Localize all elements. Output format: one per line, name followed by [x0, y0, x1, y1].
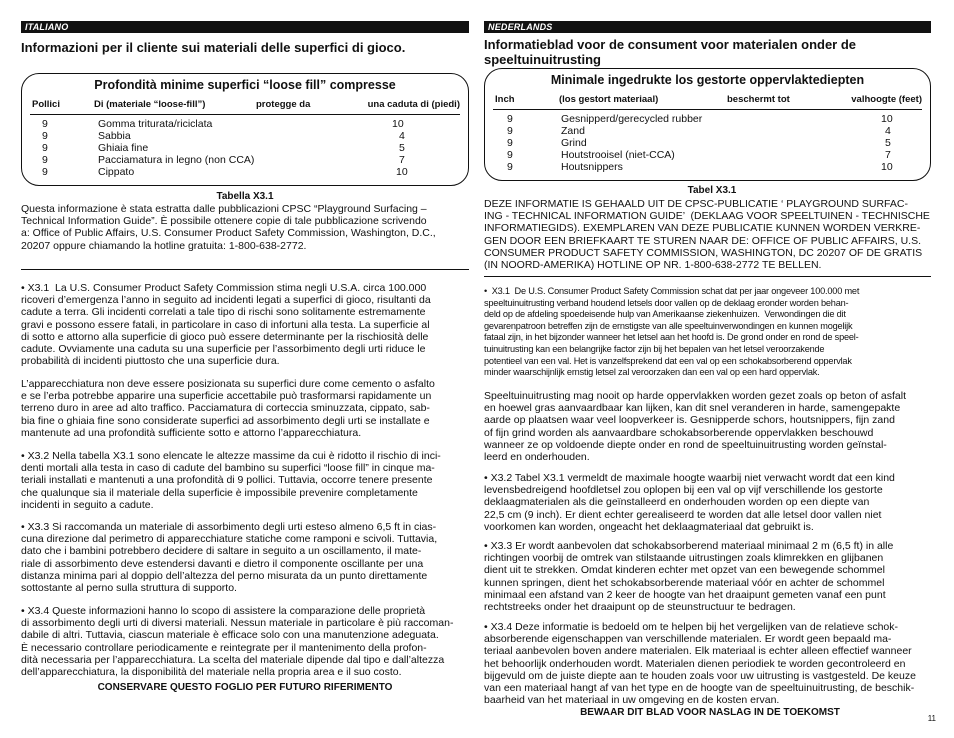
table-body	[495, 113, 920, 173]
section-divider	[21, 269, 469, 270]
cell-material: Ghiaia fine	[98, 142, 149, 154]
cell-material: Grind	[561, 137, 587, 149]
table-title: Profondità minime superfici “loose fill” compresse	[94, 78, 396, 92]
table-divider	[493, 109, 922, 110]
cell-material: Houtsnippers	[561, 161, 623, 173]
cell-feet: 7	[885, 149, 891, 161]
paragraph-x3-4: • X3.4 Queste informazioni hanno lo scopo di assistere la comparazione delle proprietà di assorbimento degli urti di diversi materiali. Nessun materiale in particolare è più raccoman- dabile di altri. Tuttavia, ciascun materiale è efficace solo con una manutenzione adeguata. È necessario controllare periodicamente e reintegrate per il mantenimento della profon- dità necessaria per l’apparecchiatura. La scelta del materiale dipende dal tipo e dall’altezza dell’apparecchiatura, la disponibilità del materiale nella propria area e il suo costo.	[21, 605, 454, 679]
cell-material: Cippato	[98, 166, 135, 178]
table-row	[32, 130, 458, 142]
table-caption: Tabel X3.1	[687, 185, 737, 196]
paragraph-x3-3: • X3.3 Si raccomanda un materiale di assorbimento degli urti esteso almeno 6,5 ft in cias- cuna direzione dal perimetro di apparecchiature statiche come ramponi e scivoli. Tuttavia, dato che i bambini potrebbero decidere di saltare in seguito a un oscillamento, il mate- riale di assorbimento deve estendersi davanti e dietro il componente oscillante per una distanza minima pari al doppio dell’altezza del perno misurata da un punto direttamente sottostante al perno sulla struttura di supporto.	[21, 521, 438, 595]
cell-feet: 10	[881, 113, 893, 125]
table-row	[32, 142, 458, 154]
table-row	[495, 137, 920, 149]
cell-feet: 4	[885, 125, 891, 137]
table-title: Minimale ingedrukte los gestorte oppervlaktediepten	[550, 73, 865, 87]
col-header-inches: Inch	[495, 94, 515, 105]
col-header-height: valhoogte (feet)	[851, 94, 922, 105]
paragraph-x3-3: • X3.3 Er wordt aanbevolen dat schokabsorberend materiaal minimaal 2 m (6,5 ft) in alle richtingen voorbij de omtrek van stilstaande uitrustingen zoals klimrekken en glijbanen dient uit te strekken. Omdat kinderen echter met opzet van een bewegende schommel kunnen springen, dient het schokabsorberende materiaal vóór en achter de schommel minimaal een afstand van 2 keer de hoogte van het draaipunt gemeten vanaf een punt rechtstreeks onder het draaipunt op de steunstructuur te bedragen.	[484, 540, 894, 614]
cell-inches: 9	[42, 118, 48, 130]
table-row	[495, 161, 920, 173]
table-divider	[30, 114, 460, 115]
intro-text: Questa informazione è stata estratta dalle pubblicazioni CPSC “Playground Surfacing – Technical Information Guide”. È possibile ottenere copie di tale pubblicazione scrivendo a: Office of Public Affairs, U.S. Consumer Product Safety Commission, Washington, D.C., 20207 oppure chiamando la hotline gratuita: 1-800-638-2772.	[21, 203, 436, 252]
paragraph-x3-1: • X3.1 La U.S. Consumer Product Safety Commission stima negli U.S.A. circa 100.000 ricoveri d’emergenza l’anno in seguito ad incidenti legati a superfici di gioco, risultanti da cadute a terra. Gli incidenti correlati a tale tipo di rischi sono solitamente estremamente gravi e possono essere fatali, in particolare in caso di infortuni alla testa. La superficie al di sotto e attorno alla superficie di gioco può essere determinante per la rischiosità delle cadute. Ovviamente una caduta su una superficie per l’assorbimento degli urti riduce le probabilità di incidenti piuttosto che una superficie dura.	[21, 282, 431, 368]
cell-inches: 9	[42, 130, 48, 142]
cell-inches: 9	[507, 137, 513, 149]
cell-feet: 5	[399, 142, 405, 154]
col-header-height: una caduta di (piedi)	[367, 99, 460, 110]
cell-inches: 9	[507, 125, 513, 137]
col-header-protects: beschermt tot	[727, 94, 790, 105]
paragraph-x3-4: • X3.4 Deze informatie is bedoeld om te helpen bij het vergelijken van de relatieve schok- absorberende eigenschappen van verschillende materialen. Er wordt geen bepaald ma- teriaal aanbevolen boven andere materialen. Elk materiaal is echter alleen effectief wanneer het behoorlijk onderhouden wordt. Materialen dienen periodiek te worden gecontroleerd en bijgevuld om de juiste diepte aan te houden zoals voor uw uitrusting is vastgesteld. De keuze van een materiaal hangt af van het type en de hoogte van de speeltuinuitrusting, de beschik- baarheid van het materiaal in uw omgeving en de kosten ervan.	[484, 621, 916, 707]
table-row	[32, 154, 458, 166]
cell-inches: 9	[42, 154, 48, 166]
table-caption: Tabella X3.1	[216, 191, 274, 202]
cell-material: Gomma triturata/riciclata	[98, 118, 213, 130]
language-tag: NEDERLANDS	[484, 21, 931, 33]
cell-inches: 9	[507, 149, 513, 161]
cell-inches: 9	[42, 166, 48, 178]
cell-feet: 5	[885, 137, 891, 149]
col-header-inches: Pollici	[32, 99, 60, 110]
paragraph-x3-1: • X3.1 De U.S. Consumer Product Safety Commission schat dat per jaar ongeveer 100.000 met speeltuinuitrusting verband houdend letsels door vallen op de deklaag eronder worden behan- deld op de afdeling spoedeisende hulp van Amerikaanse ziekenhuizen. Verwondingen die dit gevarenpatroon betreffen zijn de ernstigste van alle speeltuinverwondingen en kunnen mogelijk fataal zijn, in het bijzonder wanneer het letsel aan het hoofd is. De grond onder en rond de speel- tuinuitrusting kan een belangrijke factor zijn bij het bepalen van het letsel veroorzakende potentieel van een val. Het is vanzelfsprekend dat een val op een schokabsorberend oppervlak minder waarschijnlijk ernstig letsel zal veroorzaken dan een val op een hard oppervlak.	[484, 286, 860, 378]
table-header	[493, 94, 922, 106]
page-number: 11	[927, 714, 936, 723]
table-body	[32, 118, 458, 178]
table-header	[30, 99, 460, 111]
cell-feet: 10	[396, 166, 408, 178]
col-header-material: Di (materiale “loose-fill”)	[94, 99, 206, 110]
depth-table-box	[484, 68, 931, 181]
table-row	[495, 113, 920, 125]
section-heading: Informazioni per il cliente sui materiali delle superfici di gioco.	[21, 40, 406, 55]
cell-material: Houtstrooisel (niet-CCA)	[561, 149, 675, 161]
paragraph-x3-2: • X3.2 Nella tabella X3.1 sono elencate le altezze massime da cui è ridotto il rischio di inci- denti mortali alla testa in caso di cadute del bambino su superfici “loose fill” in cinque ma- teriali installati e mantenuti a una profondità di 9 pollici. Tuttavia, occorre tenere presente che qualunque sia il materiale della superficie è impossibile prevenire completamente incidenti in seguito a cadute.	[21, 450, 441, 511]
cell-inches: 9	[42, 142, 48, 154]
cell-feet: 4	[399, 130, 405, 142]
cell-feet: 7	[399, 154, 405, 166]
footer-notice: CONSERVARE QUESTO FOGLIO PER FUTURO RIFERIMENTO	[97, 682, 393, 693]
intro-text: DEZE INFORMATIE IS GEHAALD UIT DE CPSC-PUBLICATIE ‘ PLAYGROUND SURFAC- ING - TECHNICAL INFORMATION GUIDE’ (DEKLAAG VOOR SPEELTUINEN - TECHNISCHE INFORMATIEGIDS). EXEMPLAREN VAN DEZE PUBLICATIE KUNNEN WORDEN VERKRE- GEN DOOR EEN BRIEFKAART TE STUREN NAAR DE: OFFICE OF PUBLIC AFFAIRS, U.S. CONSUMER PRODUCT SAFETY COMMISSION, WASHINGTON, DC 20207 OF DE GRATIS (IN NOORD-AMERIKA) HOTLINE OP NR. 1-800-638-2772 TE BELLEN.	[484, 198, 930, 272]
paragraph-surfaces: L’apparecchiatura non deve essere posizionata su superfici dure come cemento o asfalto e se l’erba potrebbe apparire una superficie accettabile può trasformarsi rapidamente un terreno duro in aree ad alto traffico. Pacciamatura di corteccia sminuzzata, cippato, sab- bia fine o ghiaia fine sono considerate superfici ad assorbimento degli urti se installate e mantenute ad una profondità sufficiente sotto e attorno l’apparecchiatura.	[21, 378, 435, 439]
col-header-protects: protegge da	[256, 99, 311, 110]
table-row	[495, 125, 920, 137]
depth-table-box	[21, 73, 469, 186]
footer-notice: BEWAAR DIT BLAD VOOR NASLAG IN DE TOEKOMST	[580, 707, 840, 718]
cell-material: Gesnipperd/gerecycled rubber	[561, 113, 703, 125]
cell-material: Sabbia	[98, 130, 131, 142]
cell-material: Pacciamatura in legno (non CCA)	[98, 154, 255, 166]
cell-inches: 9	[507, 161, 513, 173]
cell-material: Zand	[561, 125, 585, 137]
cell-feet: 10	[881, 161, 893, 173]
section-heading: Informatieblad voor de consument voor materialen onder de speeltuinuitrusting	[484, 37, 857, 67]
paragraph-x3-2: • X3.2 Tabel X3.1 vermeldt de maximale hoogte waarbij niet verwacht wordt dat een kind levensbedreigend hoofdletsel zou oplopen bij een val op vijf verschillende los gestorte deklaagmaterialen als die geïnstalleerd en onderhouden worden op een diepte van 22,5 cm (9 inch). Er dient echter gerealiseerd te worden dat alle letsel door vallen niet voorkomen kan worden, ongeacht het deklaagmateriaal dat gebruikt is.	[484, 472, 895, 533]
section-divider	[484, 276, 931, 277]
paragraph-surfaces: Speeltuinuitrusting mag nooit op harde oppervlakken worden gezet zoals op beton of asfalt en hoewel gras aanvaardbaar kan lijken, kan dit snel veranderen in harde, samengepakte aarde op plaatsen waar veel loopverkeer is. Gesnipperde schors, houtsnippers, fijn zand of fijn grind worden als aanvaardbare schokabsorberende oppervlakken beschouwd wanneer ze op voldoende diepte onder en rond de speeltuinuitrusting worden geïnstal- leerd en onderhouden.	[484, 390, 907, 464]
cell-inches: 9	[507, 113, 513, 125]
table-row	[495, 149, 920, 161]
language-tag: ITALIANO	[21, 21, 469, 33]
table-row	[32, 118, 458, 130]
cell-feet: 10	[392, 118, 404, 130]
col-header-material: (los gestort materiaal)	[559, 94, 659, 105]
table-row	[32, 166, 458, 178]
